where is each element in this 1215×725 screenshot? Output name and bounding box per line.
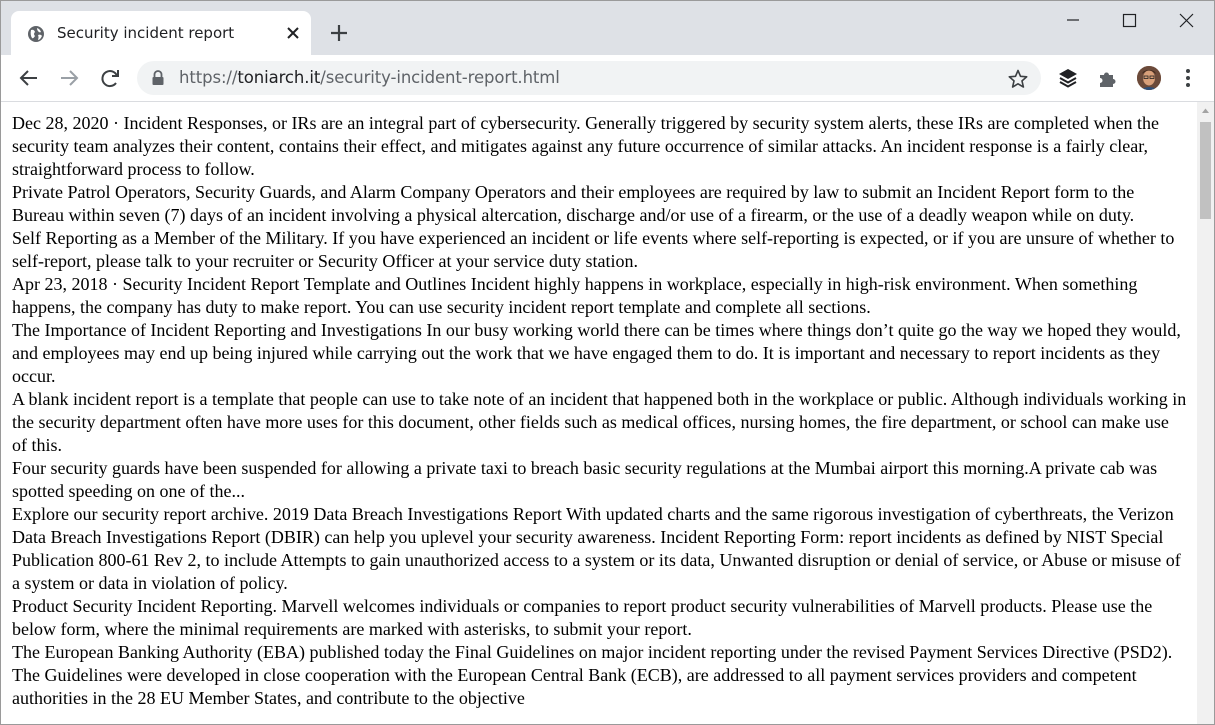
- paragraph: Private Patrol Operators, Security Guards, and Alarm Company Operators and their employees are required by law to submit an Incident Report form to the Bureau within seven (7) days of an incident involving a physical altercation, discharge and/or use of a firearm, or the use of a deadly weapon while on duty.: [12, 182, 1135, 225]
- paragraph: The European Banking Authority (EBA) published today the Final Guidelines on major incident reporting under the revised Payment Services Directive (PSD2). The Guidelines were developed in close cooperation with the European Central Bank (ECB), are addressed to all payment services providers and competent authorities in the 28 EU Member States, and contribute to the objective: [12, 642, 1173, 708]
- scrollbar-thumb[interactable]: [1200, 122, 1211, 219]
- bookmark-star-icon[interactable]: [1007, 68, 1029, 90]
- paragraph: Dec 28, 2020 · Incident Responses, or IRs are an integral part of cybersecurity. Generally triggered by security system alerts, these IRs are completed when the security team analyzes their content, contains their effect, and mitigates against any future occurrence of similar attacks. An incident response is a fairly clear, straightforward process to follow.: [12, 113, 1159, 179]
- more-menu-icon[interactable]: [1174, 64, 1202, 92]
- globe-icon: [27, 25, 45, 43]
- scroll-up-arrow-icon[interactable]: [1197, 102, 1214, 119]
- forward-arrow-icon[interactable]: [55, 64, 83, 92]
- article-text: [12, 112, 1187, 710]
- close-window-icon[interactable]: [1163, 7, 1209, 37]
- page-content: [1, 102, 1197, 725]
- tab-strip: [1, 1, 1214, 55]
- reload-icon[interactable]: [96, 64, 124, 92]
- paragraph: Explore our security report archive. 2019 Data Breach Investigations Report With updated charts and the same rigorous investigation of cyberthreats, the Verizon Data Breach Investigations Report (DBIR) can help you uplevel your security awareness. Incident Reporting Form: report incidents as defined by NIST Special Publication 800-61 Rev 2, to include Attempts to gain unauthorized access to a system or its data, Unwanted disruption or denial of service, or Abuse or misuse of a system or data in violation of policy.: [12, 504, 1181, 593]
- profile-photo-icon: [1137, 66, 1161, 90]
- url-text[interactable]: https://toniarch.it/security-incident-report.html: [179, 68, 560, 87]
- minimize-icon[interactable]: [1050, 7, 1096, 37]
- tab-title: Security incident report: [57, 24, 235, 42]
- lock-icon[interactable]: [151, 70, 165, 86]
- new-tab-plus-icon[interactable]: [327, 21, 351, 45]
- paragraph: Product Security Incident Reporting. Marvell welcomes individuals or companies to report product security vulnerabilities of Marvell products. Please use the below form, where the minimal requirements are marked with asterisks, to submit your report.: [12, 596, 1153, 639]
- paragraph: Self Reporting as a Member of the Military. If you have experienced an incident or life events where self-reporting is expected, or if you are unsure of whether to self-report, please talk to your recruiter or Security Officer at your service duty station.: [12, 228, 1175, 271]
- paragraph: Apr 23, 2018 · Security Incident Report Template and Outlines Incident highly happens in workplace, especially in high-risk environment. When something happens, the company has duty to make report. You can use security incident report template and complete all sections.: [12, 274, 1138, 317]
- back-arrow-icon[interactable]: [15, 64, 43, 92]
- maximize-icon[interactable]: [1106, 7, 1152, 37]
- paragraph: The Importance of Incident Reporting and Investigations In our busy working world there can be times where things don’t quite go the way we hoped they would, and employees may end up being injured while carrying out the work that we have engaged them to do. It is important and necessary to report incidents as they occur.: [12, 320, 1181, 386]
- close-tab-icon[interactable]: [283, 23, 303, 43]
- vertical-scrollbar[interactable]: [1197, 102, 1214, 725]
- paragraph: A blank incident report is a template that people can use to take note of an incident that happened both in the workplace or public. Although individuals working in the security department often have more uses for this document, other fields such as medical offices, nursing homes, the fire department, or school can make use of this.: [12, 389, 1187, 455]
- tab-active[interactable]: [11, 11, 311, 55]
- browser-toolbar: [1, 55, 1214, 102]
- address-bar[interactable]: [137, 61, 1041, 95]
- paragraph: Four security guards have been suspended for allowing a private taxi to breach basic security regulations at the Mumbai airport this morning.A private cab was spotted speeding on one of the...: [12, 458, 1158, 501]
- extensions-puzzle-icon[interactable]: [1094, 64, 1122, 92]
- layers-extension-icon[interactable]: [1054, 64, 1082, 92]
- profile-avatar[interactable]: [1137, 66, 1161, 90]
